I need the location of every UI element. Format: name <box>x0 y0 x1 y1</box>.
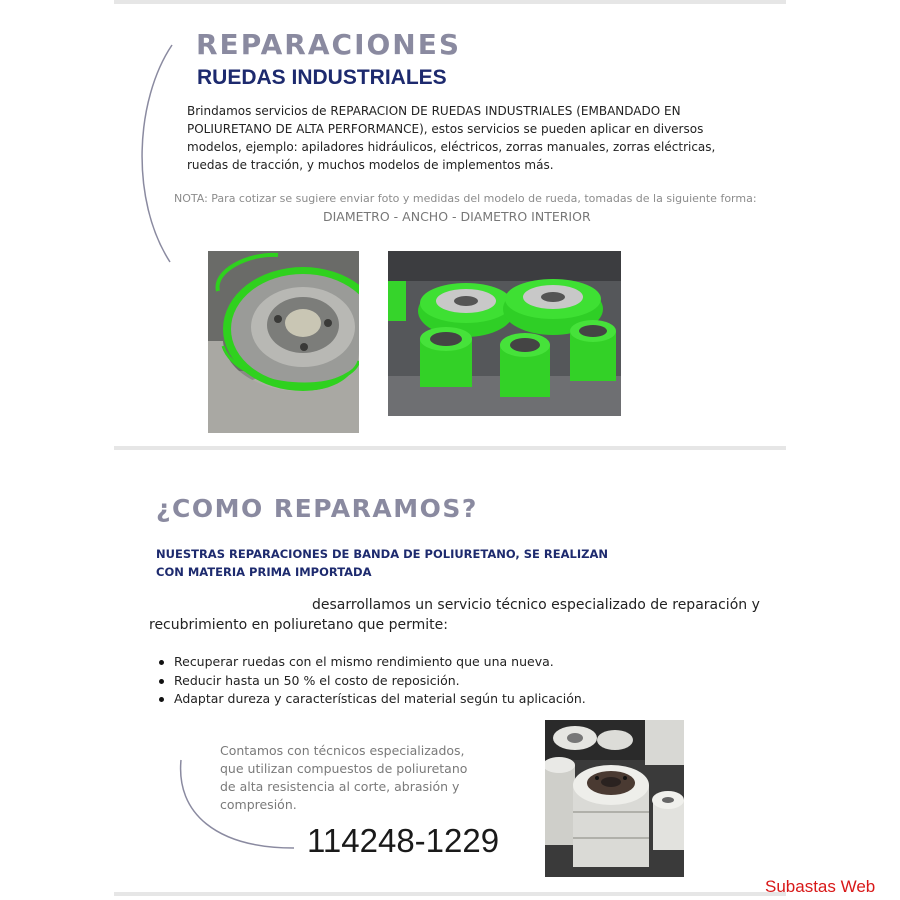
section-divider <box>114 446 786 450</box>
list-item: Recuperar ruedas con el mismo rendimiento que una nueva. <box>148 653 586 672</box>
section1-paragraph: Brindamos servicios de REPARACION DE RUEDAS INDUSTRIALES (EMBANDADO EN POLIURETANO DE ALTA PERFORMANCE), estos servicios se pueden aplicar en diversos modelos, ejemplo: apiladores hidráulicos, eléctricos, zorras manuales, zorras eléctricas, ruedas de tracción, y muchos modelos de implementos más. <box>187 104 716 172</box>
section2-title: ¿COMO REPARAMOS? <box>156 494 478 523</box>
white-wheels-photo <box>545 720 684 877</box>
watermark: Subastas Web <box>765 877 876 896</box>
green-wheels-photo <box>388 251 621 416</box>
section1-subtitle: RUEDAS INDUSTRIALES <box>197 66 447 89</box>
technicians-line: que utilizan compuestos de poliuretano <box>220 761 468 776</box>
measure-format: DIAMETRO - ANCHO - DIAMETRO INTERIOR <box>323 209 591 224</box>
wheel-closeup-photo <box>208 251 359 433</box>
section2-subtitle-line1: NUESTRAS REPARACIONES DE BANDA DE POLIURETANO, SE REALIZAN <box>156 547 608 561</box>
bottom-divider <box>114 892 786 896</box>
technicians-line: Contamos con técnicos especializados, <box>220 743 465 758</box>
list-item: Adaptar dureza y características del material según tu aplicación. <box>148 690 586 709</box>
section2-subtitle-line2: CON MATERIA PRIMA IMPORTADA <box>156 565 372 579</box>
benefits-list <box>148 653 586 709</box>
technicians-line: compresión. <box>220 797 297 812</box>
top-divider <box>114 0 786 4</box>
decorative-arc <box>130 40 180 270</box>
intro-line-1: desarrollamos un servicio técnico especializado de reparación y <box>312 597 760 613</box>
technicians-text <box>220 742 467 814</box>
intro-line-2: recubrimiento en poliuretano que permite: <box>149 617 448 633</box>
phone-number: 114248-1229 <box>307 822 500 859</box>
section1-title: REPARACIONES <box>196 28 462 61</box>
technicians-line: de alta resistencia al corte, abrasión y <box>220 779 460 794</box>
list-item: Reducir hasta un 50 % el costo de reposición. <box>148 672 586 691</box>
quote-note: NOTA: Para cotizar se sugiere enviar foto y medidas del modelo de rueda, tomadas de la siguiente forma: <box>174 192 757 205</box>
